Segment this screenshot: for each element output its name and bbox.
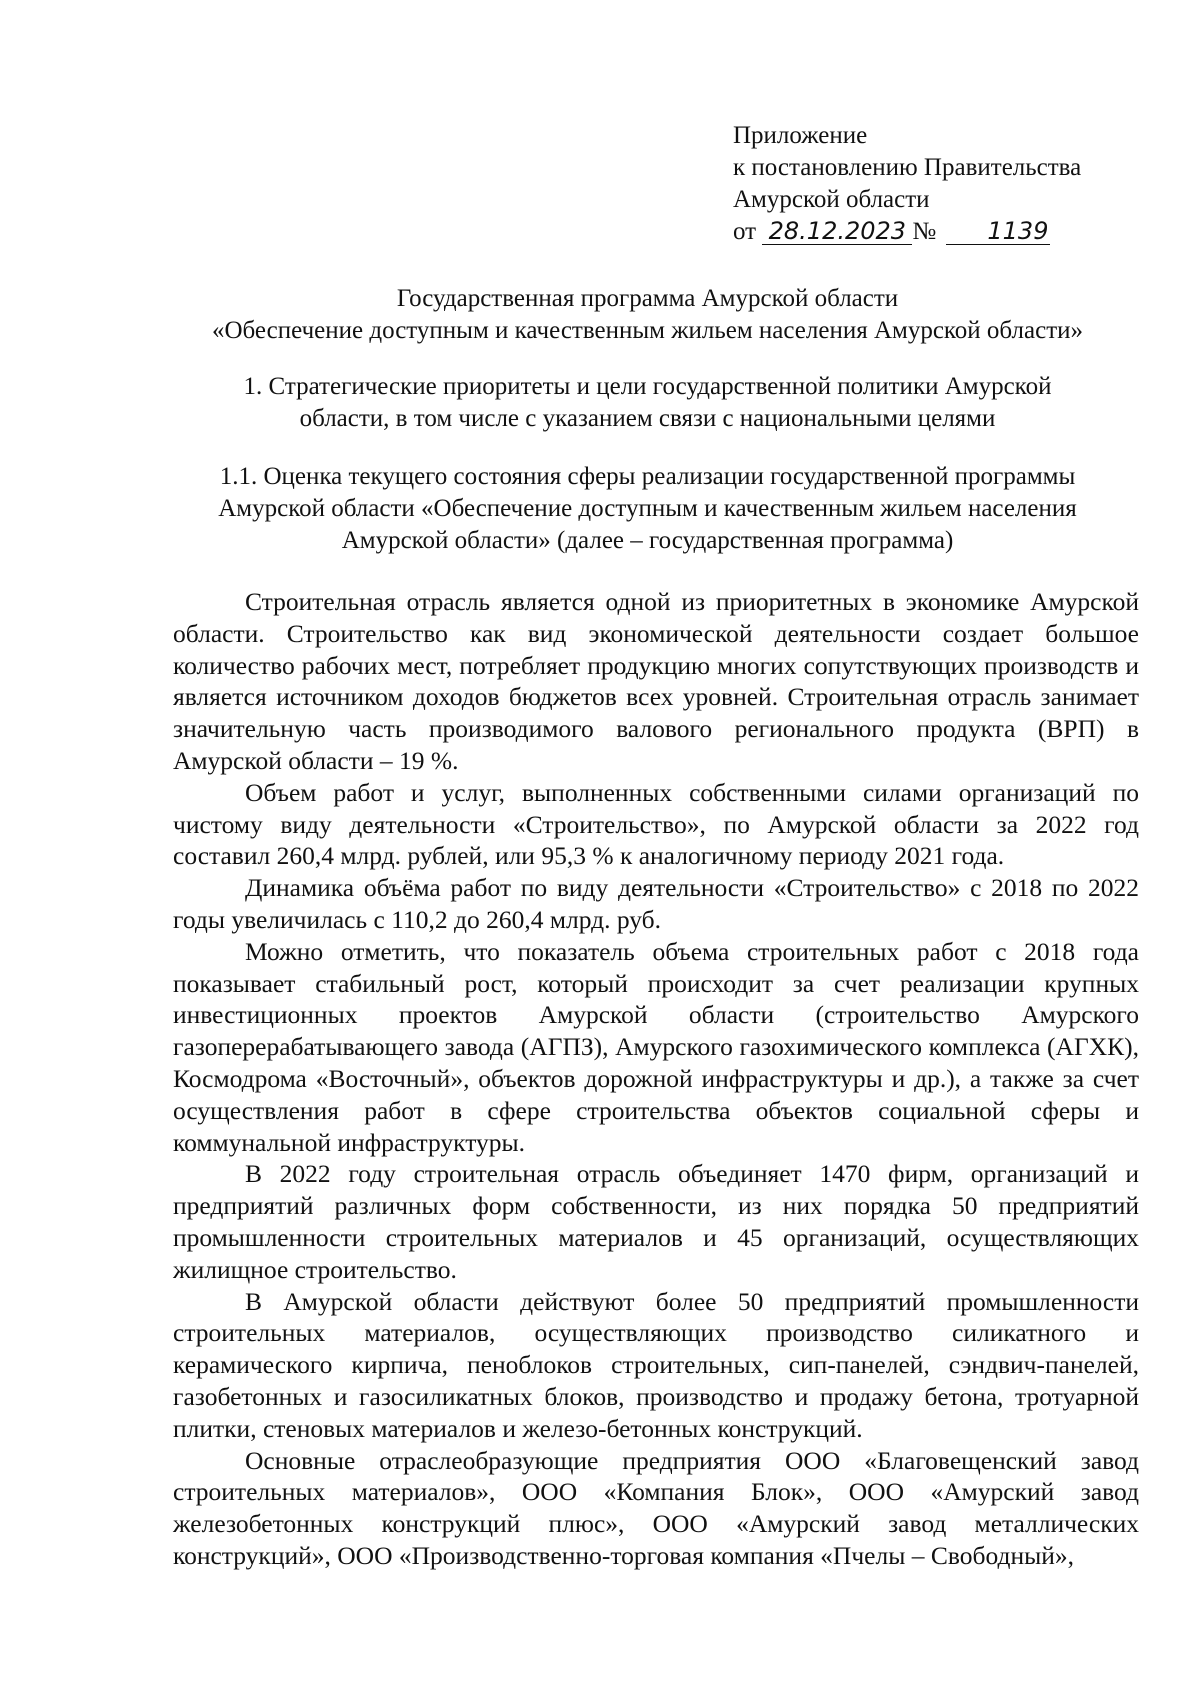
section-1-1-heading-line-3: Амурской области» (далее – государственная программа)	[341, 527, 954, 554]
number-label: №	[912, 218, 937, 245]
body-text	[173, 586, 1139, 1572]
handwritten-date: 28.12.2023	[762, 218, 912, 245]
section-1-1-heading-line-2: Амурской области «Обеспечение доступным и качественным жильем населения	[218, 495, 1077, 522]
paragraph-construction-sector: Строительная отрасль является одной из приоритетных в экономике Амурской области. Строительство как вид экономической деятельности создает большое количество рабочих мест, потребляет продукцию многих сопутствующих производств и является источником доходов бюджетов всех уровней. Строительная отрасль занимает значительную часть производимого валового регионального продукта (ВРП) в Амурской области – 19 %.	[173, 587, 1139, 775]
paragraph-key-enterprises: Основные отраслеобразующие предприятия ООО «Благовещенский завод строительных материалов», ООО «Компания Блок», ООО «Амурский завод железобетонных конструкций плюс», ООО «Амурский завод металлических конструкций», ООО «Производственно-торговая компания «Пчелы – Свободный»,	[173, 1445, 1139, 1570]
appendix-title: Приложение	[733, 122, 868, 149]
program-title	[120, 283, 1175, 347]
paragraph-work-volume-2022: Объем работ и услуг, выполненных собственными силами организаций по чистому виду деятельности «Строительство», по Амурской области за 2022 год составил 260,4 млрд. рублей, или 95,3 % к аналогичному периоду 2021 года.	[173, 777, 1139, 871]
section-1-heading-line-1: 1. Стратегические приоритеты и цели государственной политики Амурской	[243, 373, 1052, 400]
paragraph-stable-growth: Можно отметить, что показатель объема строительных работ с 2018 года показывает стабильный рост, который происходит за счет реализации крупных инвестиционных проектов Амурской области (строительство Амурского газоперерабатывающего завода (АГПЗ), Амурского газохимического комплекса (АГХК), Космодрома «Восточный», объектов дорожной инфраструктуры и др.), а также за счет осуществления работ в сфере строительства объектов социальной сферы и коммунальной инфраструктуры.	[173, 936, 1139, 1157]
program-title-line-1: Государственная программа Амурской области	[396, 285, 899, 312]
handwritten-number: 1139	[946, 218, 1050, 245]
appendix-resolution-ref: к постановлению Правительства	[733, 154, 1082, 181]
appendix-header	[733, 120, 1081, 248]
section-1-1-heading	[120, 461, 1175, 557]
program-title-line-2: «Обеспечение доступным и качественным жильем населения Амурской области»	[211, 317, 1084, 344]
appendix-date-number-line	[733, 216, 1081, 248]
paragraph-materials-industry: В Амурской области действуют более 50 предприятий промышленности строительных материалов, осуществляющих производство силикатного и керамического кирпича, пеноблоков строительных, сип-панелей, сэндвич-панелей, газобетонных и газосиликатных блоков, производство и продажу бетона, тротуарной плитки, стеновых материалов и железо-бетонных конструкций.	[173, 1286, 1139, 1443]
section-1-1-heading-line-1: 1.1. Оценка текущего состояния сферы реализации государственной программы	[219, 463, 1076, 490]
date-prefix: от	[733, 218, 757, 245]
section-1-heading	[120, 371, 1175, 435]
section-1-heading-line-2: области, в том числе с указанием связи с национальными целями	[299, 405, 996, 432]
appendix-region: Амурской области	[733, 186, 930, 213]
paragraph-dynamics: Динамика объёма работ по виду деятельности «Строительство» с 2018 по 2022 годы увеличилась с 110,2 до 260,4 млрд. руб.	[173, 873, 1139, 934]
paragraph-firms-count: В 2022 году строительная отрасль объединяет 1470 фирм, организаций и предприятий различных форм собственности, из них порядка 50 предприятий промышленности строительных материалов и 45 организаций, осуществляющих жилищное строительство.	[173, 1159, 1139, 1284]
